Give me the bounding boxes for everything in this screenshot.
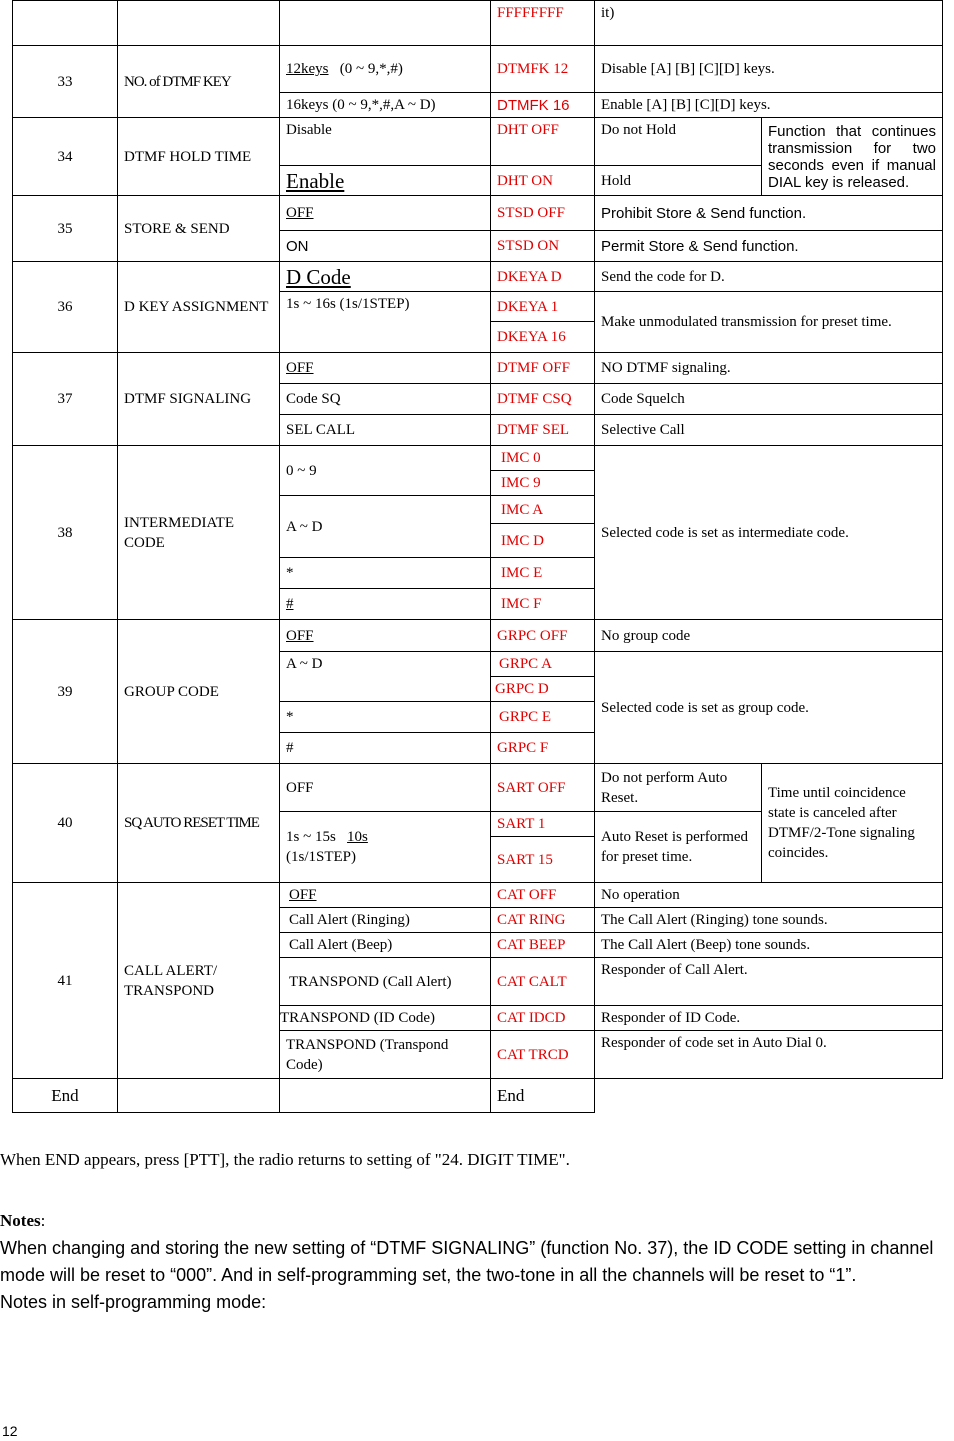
content-cell: Do not Hold bbox=[595, 118, 762, 166]
display-code: GRPC OFF bbox=[491, 620, 595, 652]
display-code: IMC 0 bbox=[491, 446, 595, 471]
setting-value: OFF bbox=[280, 764, 491, 812]
setting-value: # bbox=[280, 733, 491, 764]
content-cell: No operation bbox=[595, 883, 943, 908]
setting-value: OFF bbox=[280, 620, 491, 652]
function-number: 36 bbox=[13, 262, 118, 353]
note-cell: Function that continues transmission for two seconds even if manual DIAL key is released. bbox=[762, 118, 943, 196]
display-code: DTMFK 12 bbox=[491, 46, 595, 93]
content-cell: Enable [A] [B] [C][D] keys. bbox=[595, 93, 943, 118]
display-code: DKEYA D bbox=[491, 262, 595, 292]
dtmf-settings-table bbox=[12, 0, 943, 1113]
display-code: CAT RING bbox=[491, 908, 595, 933]
empty-cell bbox=[595, 1079, 762, 1113]
display-code: DTMFK 16 bbox=[491, 93, 595, 118]
content-cell: Make unmodulated transmission for preset time. bbox=[595, 292, 943, 353]
setting-default: 10s bbox=[347, 829, 368, 845]
note-cell: Time until coincidence state is canceled after DTMF/2-Tone signaling coincides. bbox=[762, 764, 943, 883]
display-code: SART 1 bbox=[491, 812, 595, 837]
display-code: STSD ON bbox=[491, 231, 595, 262]
function-number: 38 bbox=[13, 446, 118, 620]
content-cell: Do not perform Auto Reset. bbox=[595, 764, 762, 812]
function-name: DTMF SIGNALING bbox=[118, 353, 280, 446]
notes-text: When changing and storing the new setting of “DTMF SIGNALING” (function No. 37), the ID CODE setting in channel mode will be reset to “000”. And in self-programming set, the two-tone in all the channels will be reset to “1”. bbox=[0, 1238, 934, 1285]
display-code: IMC A bbox=[491, 496, 595, 524]
setting-value: ON bbox=[280, 231, 491, 262]
display-code: CAT TRCD bbox=[491, 1031, 595, 1079]
setting-value: TRANSPOND (Transpond Code) bbox=[280, 1031, 491, 1079]
content-cell: Code Squelch bbox=[595, 384, 943, 415]
setting-value: D Code bbox=[280, 262, 491, 292]
setting-value: * bbox=[280, 702, 491, 733]
notes-heading bbox=[0, 1209, 954, 1233]
content-cell: it) bbox=[595, 1, 943, 46]
content-cell: Responder of ID Code. bbox=[595, 1006, 943, 1031]
table-row bbox=[13, 764, 943, 812]
setting-value: SEL CALL bbox=[280, 415, 491, 446]
notes-self-programming: Notes in self-programming mode: bbox=[0, 1292, 267, 1312]
function-name: SQ AUTO RESET TIME bbox=[118, 764, 280, 883]
function-number: 35 bbox=[13, 196, 118, 262]
setting-value: Call Alert (Ringing) bbox=[280, 908, 491, 933]
end-marker: End bbox=[13, 1079, 118, 1113]
function-name: STORE & SEND bbox=[118, 196, 280, 262]
empty-cell bbox=[762, 1079, 943, 1113]
content-cell: No group code bbox=[595, 620, 943, 652]
content-cell: Permit Store & Send function. bbox=[595, 231, 943, 262]
content-cell: Send the code for D. bbox=[595, 262, 943, 292]
function-number: 40 bbox=[13, 764, 118, 883]
setting-value bbox=[280, 46, 491, 93]
function-number: 34 bbox=[13, 118, 118, 196]
setting-value: 16keys (0 ~ 9,*,#,A ~ D) bbox=[280, 93, 491, 118]
setting-value: * bbox=[280, 558, 491, 589]
table-row bbox=[13, 196, 943, 231]
content-cell: The Call Alert (Beep) tone sounds. bbox=[595, 933, 943, 958]
table-row bbox=[13, 1079, 943, 1113]
setting-value: Disable bbox=[280, 118, 491, 166]
table-row bbox=[13, 883, 943, 908]
setting-value: Call Alert (Beep) bbox=[280, 933, 491, 958]
content-cell: Hold bbox=[595, 166, 762, 196]
number-cell bbox=[13, 1, 118, 46]
notes-label: Notes bbox=[0, 1211, 41, 1230]
display-code: IMC F bbox=[491, 589, 595, 620]
content-cell: Prohibit Store & Send function. bbox=[595, 196, 943, 231]
table-row bbox=[13, 620, 943, 652]
function-name: GROUP CODE bbox=[118, 620, 280, 764]
display-code: CAT IDCD bbox=[491, 1006, 595, 1031]
setting-value: A ~ D bbox=[280, 652, 491, 702]
function-name: D KEY ASSIGNMENT bbox=[118, 262, 280, 353]
display-code: GRPC D bbox=[491, 677, 595, 702]
table-row bbox=[13, 262, 943, 292]
display-code: SART 15 bbox=[491, 837, 595, 883]
function-cell bbox=[118, 1, 280, 46]
function-number: 37 bbox=[13, 353, 118, 446]
content-cell: Selective Call bbox=[595, 415, 943, 446]
settings-table-wrap bbox=[12, 0, 942, 1113]
function-number: 33 bbox=[13, 46, 118, 118]
page-number: 12 bbox=[2, 1423, 18, 1439]
setting-cell bbox=[280, 1079, 491, 1113]
setting-value bbox=[280, 812, 491, 883]
display-code: STSD OFF bbox=[491, 196, 595, 231]
display-code: SART OFF bbox=[491, 764, 595, 812]
table-row bbox=[13, 118, 943, 166]
function-name: NO. of DTMF KEY bbox=[118, 46, 280, 118]
content-cell: Responder of code set in Auto Dial 0. bbox=[595, 1031, 943, 1079]
setting-range: (0 ~ 9,*,#) bbox=[339, 61, 403, 77]
end-note: When END appears, press [PTT], the radio returns to setting of "24. DIGIT TIME". bbox=[0, 1150, 570, 1169]
display-code: CAT BEEP bbox=[491, 933, 595, 958]
display-code: FFFFFFFF bbox=[491, 1, 595, 46]
function-name: CALL ALERT/ TRANSPOND bbox=[118, 883, 280, 1079]
table-row bbox=[13, 46, 943, 93]
setting-default: 12keys bbox=[286, 61, 329, 77]
content-cell: Auto Reset is performed for preset time. bbox=[595, 812, 762, 883]
content-cell: Selected code is set as group code. bbox=[595, 652, 943, 764]
function-name: DTMF HOLD TIME bbox=[118, 118, 280, 196]
setting-value: 1s ~ 16s (1s/1STEP) bbox=[280, 292, 491, 353]
display-code: GRPC A bbox=[491, 652, 595, 677]
display-code: CAT CALT bbox=[491, 958, 595, 1006]
setting-value: TRANSPOND (ID Code) bbox=[280, 1006, 491, 1031]
table-row bbox=[13, 446, 943, 471]
display-code: DTMF OFF bbox=[491, 353, 595, 384]
function-number: 39 bbox=[13, 620, 118, 764]
content-cell: The Call Alert (Ringing) tone sounds. bbox=[595, 908, 943, 933]
notes-section bbox=[0, 1148, 954, 1316]
setting-range: 1s ~ 15s bbox=[286, 829, 336, 845]
end-marker: End bbox=[491, 1079, 595, 1113]
content-cell: Responder of Call Alert. bbox=[595, 958, 943, 1006]
display-code: CAT OFF bbox=[491, 883, 595, 908]
display-code: DTMF SEL bbox=[491, 415, 595, 446]
setting-value: Enable bbox=[280, 166, 491, 196]
display-code: IMC 9 bbox=[491, 471, 595, 496]
setting-value: TRANSPOND (Call Alert) bbox=[280, 958, 491, 1006]
display-code: DKEYA 16 bbox=[491, 322, 595, 353]
function-cell bbox=[118, 1079, 280, 1113]
setting-value: OFF bbox=[280, 883, 491, 908]
function-name: INTERMEDIATE CODE bbox=[118, 446, 280, 620]
display-code: DHT ON bbox=[491, 166, 595, 196]
display-code: DTMF CSQ bbox=[491, 384, 595, 415]
content-cell: Selected code is set as intermediate code. bbox=[595, 446, 943, 620]
display-code: DKEYA 1 bbox=[491, 292, 595, 322]
setting-value: OFF bbox=[280, 353, 491, 384]
content-cell: Disable [A] [B] [C][D] keys. bbox=[595, 46, 943, 93]
setting-value: Code SQ bbox=[280, 384, 491, 415]
setting-step: (1s/1STEP) bbox=[286, 849, 357, 865]
table-row bbox=[13, 1, 943, 46]
display-code: IMC E bbox=[491, 558, 595, 589]
table-row bbox=[13, 353, 943, 384]
display-code: GRPC F bbox=[491, 733, 595, 764]
setting-value: 0 ~ 9 bbox=[280, 446, 491, 496]
content-cell: NO DTMF signaling. bbox=[595, 353, 943, 384]
display-code: IMC D bbox=[491, 524, 595, 558]
setting-cell bbox=[280, 1, 491, 46]
setting-value: OFF bbox=[280, 196, 491, 231]
display-code: GRPC E bbox=[491, 702, 595, 733]
setting-value: # bbox=[280, 589, 491, 620]
display-code: DHT OFF bbox=[491, 118, 595, 166]
notes-colon: : bbox=[40, 1211, 46, 1230]
function-number: 41 bbox=[13, 883, 118, 1079]
setting-value: A ~ D bbox=[280, 496, 491, 558]
